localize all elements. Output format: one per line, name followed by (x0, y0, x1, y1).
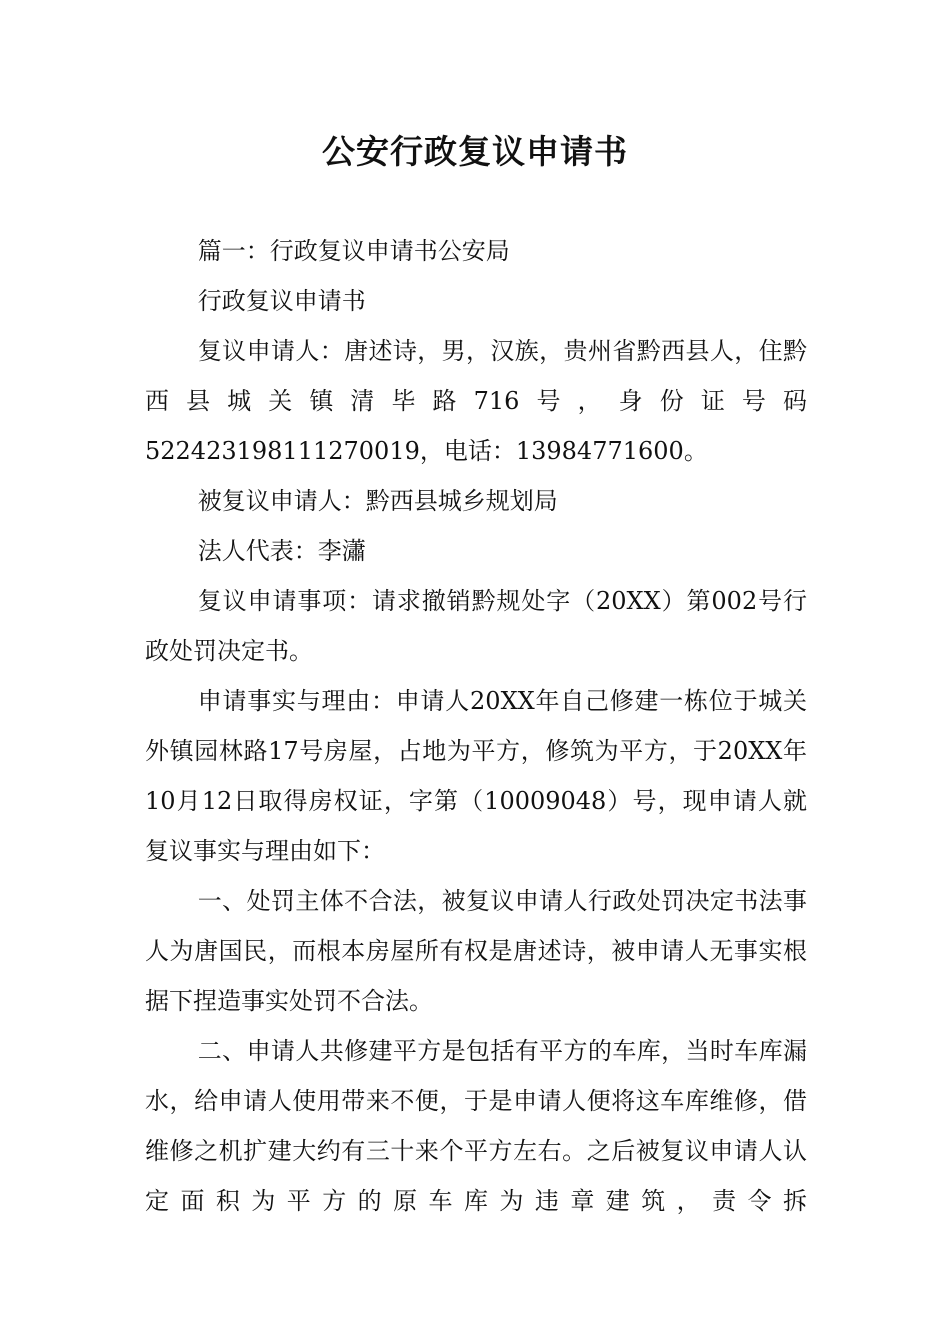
document-title: 公安行政复议申请书 (322, 132, 628, 171)
respondent-paragraph: 被复议申请人：黔西县城乡规划局 (197, 487, 558, 515)
legal-representative-paragraph: 法人代表：李瀟 (197, 537, 366, 565)
subtitle-line: 行政复议申请书 (197, 287, 366, 315)
reason-one-paragraph: 一、处罚主体不合法，被复议申请人行政处罚决定书法事人为唐国民，而根本房屋所有权是唐述诗，被申请人无事实根据下捏造事实处罚不合法。 (145, 887, 807, 1015)
request-paragraph: 复议申请事项：请求撤销黔规处字（20XX）第002号行政处罚决定书。 (145, 587, 807, 665)
reason-two-paragraph: 二、申请人共修建平方是包括有平方的车库，当时车库漏水，给申请人使用带来不便，于是申请人便将这车库维修，借维修之机扩建大约有三十来个平方左右。之后被复议申请人认定面积为平方的原车库为违章建筑，责令拆 (145, 1037, 807, 1215)
document-body (145, 226, 807, 1226)
section-heading: 篇一：行政复议申请书公安局 (197, 237, 510, 265)
facts-paragraph: 申请事实与理由：申请人20XX年自己修建一栋位于城关外镇园林路17号房屋，占地为平方，修筑为平方，于20XX年10月12日取得房权证，字第（10009048）号，现申请人就复议事实与理由如下： (145, 687, 807, 865)
applicant-paragraph: 复议申请人：唐述诗，男，汉族，贵州省黔西县人，住黔西县城关镇清毕路716号，身份证号码522423198111270019，电话：13984771600。 (145, 337, 807, 465)
